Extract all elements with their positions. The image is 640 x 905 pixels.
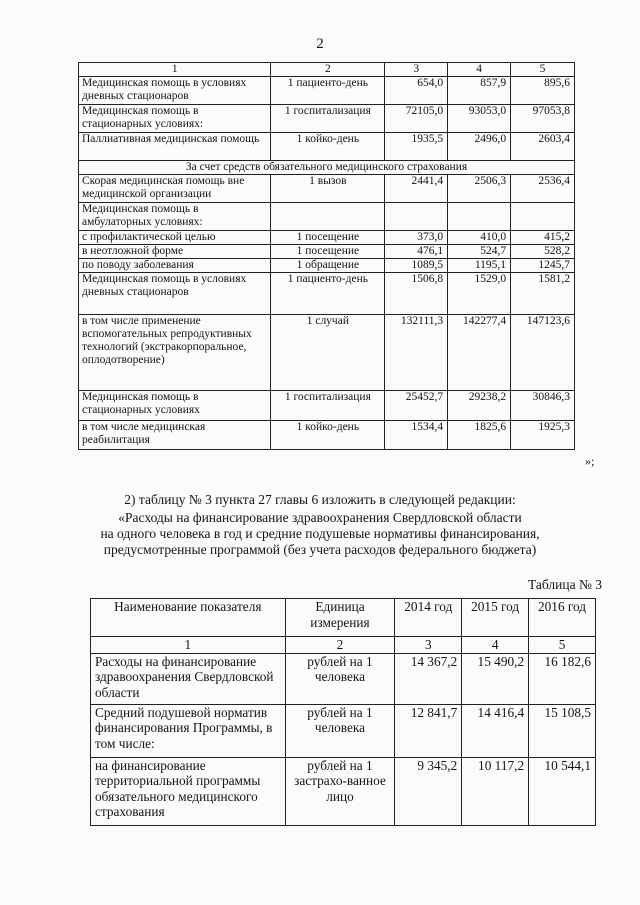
- row-unit: 1 госпитализация: [271, 105, 385, 133]
- value-2015: 857,9: [448, 77, 511, 105]
- closing-mark: »;: [585, 454, 595, 468]
- row-unit: [271, 203, 385, 231]
- value-2014: 1089,5: [385, 259, 448, 273]
- table-row: [79, 259, 575, 273]
- row-name: в неотложной форме: [79, 245, 271, 259]
- value-2016: 10 544,1: [529, 757, 596, 825]
- costs-per-unit-table: [78, 62, 575, 450]
- row-unit: 1 вызов: [271, 175, 385, 203]
- value-2015: 15 490,2: [462, 653, 529, 704]
- row-name: в том числе медицинская реабилитация: [79, 421, 271, 450]
- value-2015: 1529,0: [448, 273, 511, 315]
- value-2014: 25452,7: [385, 391, 448, 421]
- value-2014: 1935,5: [385, 133, 448, 161]
- header-2014: 2014 год: [395, 599, 462, 637]
- row-unit: рублей на 1 человека: [285, 704, 395, 757]
- table-row: [79, 133, 575, 161]
- value-2014: 654,0: [385, 77, 448, 105]
- row-unit: 1 случай: [271, 315, 385, 391]
- table-row: [91, 653, 596, 704]
- value-2016: [511, 203, 575, 231]
- value-2015: 410,0: [448, 231, 511, 245]
- table-row: [79, 245, 575, 259]
- table-row: [79, 391, 575, 421]
- row-name: Медицинская помощь в условиях дневных стационаров: [79, 77, 271, 105]
- value-2016: 2536,4: [511, 175, 575, 203]
- value-2014: 476,1: [385, 245, 448, 259]
- value-2015: 142277,4: [448, 315, 511, 391]
- table-row: [91, 704, 596, 757]
- value-2016: 895,6: [511, 77, 575, 105]
- row-name: в том числе применение вспомогательных репродуктивных технологий (экстракорпоральное, оплодотворение): [79, 315, 271, 391]
- financing-table: [90, 598, 596, 826]
- row-name: Медицинская помощь в амбулаторных условиях:: [79, 203, 271, 231]
- value-2016: 97053,8: [511, 105, 575, 133]
- table-title-line-1: «Расходы на финансирование здравоохранения Свердловской области: [118, 510, 522, 525]
- table-row: [79, 273, 575, 315]
- table-header-row: [91, 599, 596, 637]
- header-cell: 5: [511, 63, 575, 77]
- value-2016: 1581,2: [511, 273, 575, 315]
- table-title-line-3: предусмотренные программой (без учета расходов федерального бюджета): [103, 542, 537, 557]
- value-2014: [385, 203, 448, 231]
- value-2016: 16 182,6: [529, 653, 596, 704]
- table-row: [79, 203, 575, 231]
- table-row: [79, 315, 575, 391]
- table2-body: [91, 599, 596, 826]
- header-cell: 3: [385, 63, 448, 77]
- table-title-line-2: на одного человека в год и средние подушевые нормативы финансирования,: [100, 526, 540, 541]
- value-2015: 93053,0: [448, 105, 511, 133]
- row-unit: 1 посещение: [271, 245, 385, 259]
- table-row: [91, 757, 596, 825]
- section-row: [79, 161, 575, 175]
- value-2015: 14 416,4: [462, 704, 529, 757]
- column-number: 2: [285, 637, 395, 654]
- row-name: Расходы на финансирование здравоохранения Свердловской области: [91, 653, 286, 704]
- value-2015: 1825,6: [448, 421, 511, 450]
- value-2014: 132111,3: [385, 315, 448, 391]
- section-label: За счет средств обязательного медицинского страхования: [79, 161, 575, 175]
- header-cell: 2: [271, 63, 385, 77]
- table-row: [79, 175, 575, 203]
- column-number: 1: [91, 637, 286, 654]
- value-2016: 415,2: [511, 231, 575, 245]
- row-name: на финансирование территориальной программы обязательного медицинского страхования: [91, 757, 286, 825]
- row-unit: 1 пациенто-день: [271, 77, 385, 105]
- value-2014: 9 345,2: [395, 757, 462, 825]
- header-cell: 1: [79, 63, 271, 77]
- row-name: Паллиативная медицинская помощь: [79, 133, 271, 161]
- row-name: Медицинская помощь в условиях дневных стационаров: [79, 273, 271, 315]
- row-unit: 1 пациенто-день: [271, 273, 385, 315]
- header-name: Наименование показателя: [91, 599, 286, 637]
- value-2015: [448, 203, 511, 231]
- value-2016: 147123,6: [511, 315, 575, 391]
- row-name: по поводу заболевания: [79, 259, 271, 273]
- table-row: [79, 421, 575, 450]
- row-name: Медицинская помощь в стационарных условиях:: [79, 105, 271, 133]
- value-2015: 10 117,2: [462, 757, 529, 825]
- table-row: [79, 77, 575, 105]
- row-unit: 1 посещение: [271, 231, 385, 245]
- column-number: 3: [395, 637, 462, 654]
- row-unit: рублей на 1 человека: [285, 653, 395, 704]
- table-row: [79, 231, 575, 245]
- column-number-row: [91, 637, 596, 654]
- page-number: 2: [316, 36, 324, 52]
- column-number: 5: [529, 637, 596, 654]
- value-2015: 29238,2: [448, 391, 511, 421]
- value-2014: 14 367,2: [395, 653, 462, 704]
- header-2015: 2015 год: [462, 599, 529, 637]
- row-unit: 1 койко-день: [271, 133, 385, 161]
- header-unit: Единица измерения: [285, 599, 395, 637]
- value-2016: 2603,4: [511, 133, 575, 161]
- value-2014: 12 841,7: [395, 704, 462, 757]
- header-2016: 2016 год: [529, 599, 596, 637]
- header-cell: 4: [448, 63, 511, 77]
- value-2014: 72105,0: [385, 105, 448, 133]
- value-2015: 524,7: [448, 245, 511, 259]
- column-number: 4: [462, 637, 529, 654]
- row-unit: рублей на 1 застрахо-ванное лицо: [285, 757, 395, 825]
- value-2016: 15 108,5: [529, 704, 596, 757]
- row-name: Средний подушевой норматив финансирования Программы, в том числе:: [91, 704, 286, 757]
- row-unit: 1 госпитализация: [271, 391, 385, 421]
- row-unit: 1 койко-день: [271, 421, 385, 450]
- table-row: [79, 105, 575, 133]
- value-2014: 1534,4: [385, 421, 448, 450]
- table1-body: [79, 63, 575, 450]
- row-name: Скорая медицинская помощь вне медицинской организации: [79, 175, 271, 203]
- value-2015: 2496,0: [448, 133, 511, 161]
- value-2014: 2441,4: [385, 175, 448, 203]
- value-2015: 1195,1: [448, 259, 511, 273]
- value-2016: 1245,7: [511, 259, 575, 273]
- value-2014: 1506,8: [385, 273, 448, 315]
- value-2016: 528,2: [511, 245, 575, 259]
- value-2016: 1925,3: [511, 421, 575, 450]
- value-2014: 373,0: [385, 231, 448, 245]
- row-name: с профилактической целью: [79, 231, 271, 245]
- table-number-label: Таблица № 3: [528, 577, 602, 592]
- row-unit: 1 обращение: [271, 259, 385, 273]
- amendment-line: 2) таблицу № 3 пункта 27 главы 6 изложить в следующей редакции:: [124, 492, 516, 507]
- row-name: Медицинская помощь в стационарных условиях: [79, 391, 271, 421]
- value-2016: 30846,3: [511, 391, 575, 421]
- value-2015: 2506,3: [448, 175, 511, 203]
- table-header-row: [79, 63, 575, 77]
